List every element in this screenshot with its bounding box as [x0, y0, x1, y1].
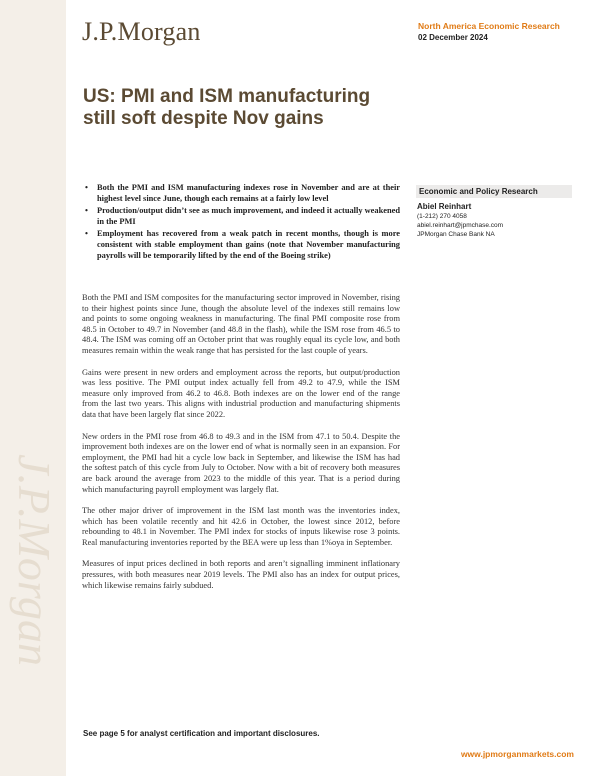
summary-bullet: [82, 183, 400, 204]
body-paragraph: The other major driver of improvement in the ISM last month was the inventories index, which has been volatile recently and hit 42.6 in October, the lowest since 2012, before rebounding to 48.1 in November. The PMI index for stocks of inputs likewise rose 3 points. Real manufacturing inventories reported by the BEA were up less than 1%oya in September.: [82, 506, 400, 547]
body-paragraph: Measures of input prices declined in both reports and aren’t signalling imminent inflationary pressures, with both measures near 2019 levels. The PMI also has an index for output prices, which likewise remains fairly subdued.: [82, 559, 400, 590]
site-url-link[interactable]: www.jpmorganmarkets.com: [460, 749, 574, 759]
summary-bullet: [82, 206, 400, 227]
report-header: [418, 21, 560, 42]
bullet-dot: •: [85, 229, 88, 239]
analyst-name: Abiel Reinhart: [417, 202, 472, 211]
body-paragraph: New orders in the PMI rose from 46.8 to 49.3 and in the ISM from 47.1 to 50.4. Despite the improvement both indexes are on the lower end of what is normally seen in an expansion. For employment, the PMI had hit a cycle low back in September, and likewise the ISM has had the softest patch of this cycle from July to October. Now with a bit of recovery both measures are back around the average from 2023 to the middle of this year. That is a period during which manufacturing payroll employment was largely flat.: [82, 431, 400, 494]
summary-bullet: [82, 229, 400, 261]
bullet-text: Both the PMI and ISM manufacturing indexes rose in November and are at their highest level since June, though each remains at a fairly low level: [97, 183, 400, 203]
body-paragraph: Both the PMI and ISM composites for the manufacturing sector improved in November, rising to their highest points since June, though the absolute level of the indexes still remains low and points to some ongoing weakness in manufacturing. The final PMI composite rose from 48.5 in October to 49.7 in November (and 48.8 in the flash), while the ISM rose from 46.5 to 48.4. The ISM was coming off an October print that was roughly equal its cycle low, and both measures remain within the weak range that has persisted for the last couple of years.: [82, 293, 400, 355]
analyst-entity: JPMorgan Chase Bank NA: [417, 231, 495, 238]
report-date: 02 December 2024: [418, 33, 488, 42]
bullet-dot: •: [85, 183, 88, 192]
bullet-text: Employment has recovered from a weak patch in recent months, though is more consistent with stable employment than gains (note that November manufacturing payrolls will be temporarily lifted by the end of the Boeing strike): [97, 229, 400, 260]
brand-logo: J.P.Morgan: [82, 17, 201, 46]
team-name: Economic and Policy Research: [416, 185, 572, 198]
left-sidebar: J.P.Morgan: [0, 0, 66, 776]
bullet-text: Production/output didn’t see as much improvement, and indeed it actually weakened in the PMI: [97, 206, 400, 226]
analyst-phone: (1-212) 270 4058: [417, 213, 467, 220]
analyst-box: [416, 185, 572, 238]
report-type: North America Economic Research: [418, 21, 560, 31]
body-paragraph: Gains were present in new orders and employment across the reports, but output/production was less positive. The PMI output index actually fell from 49.2 to 47.9, while the ISM measure only improved from 46.2 to 46.8. Both indexes are on the lower end of the range from the last two years. This aligns with industrial production and manufacturing shipments data that have been largely flat since 2022.: [82, 367, 400, 419]
bullet-dot: •: [85, 206, 88, 216]
report-title: US: PMI and ISM manufacturing still soft despite Nov gains: [83, 86, 371, 129]
analyst-email[interactable]: abiel.reinhart@jpmchase.com: [417, 222, 504, 229]
disclosure-note: See page 5 for analyst certification and important disclosures.: [83, 729, 320, 738]
body-text: [82, 293, 400, 602]
summary-bullets: [82, 183, 400, 263]
